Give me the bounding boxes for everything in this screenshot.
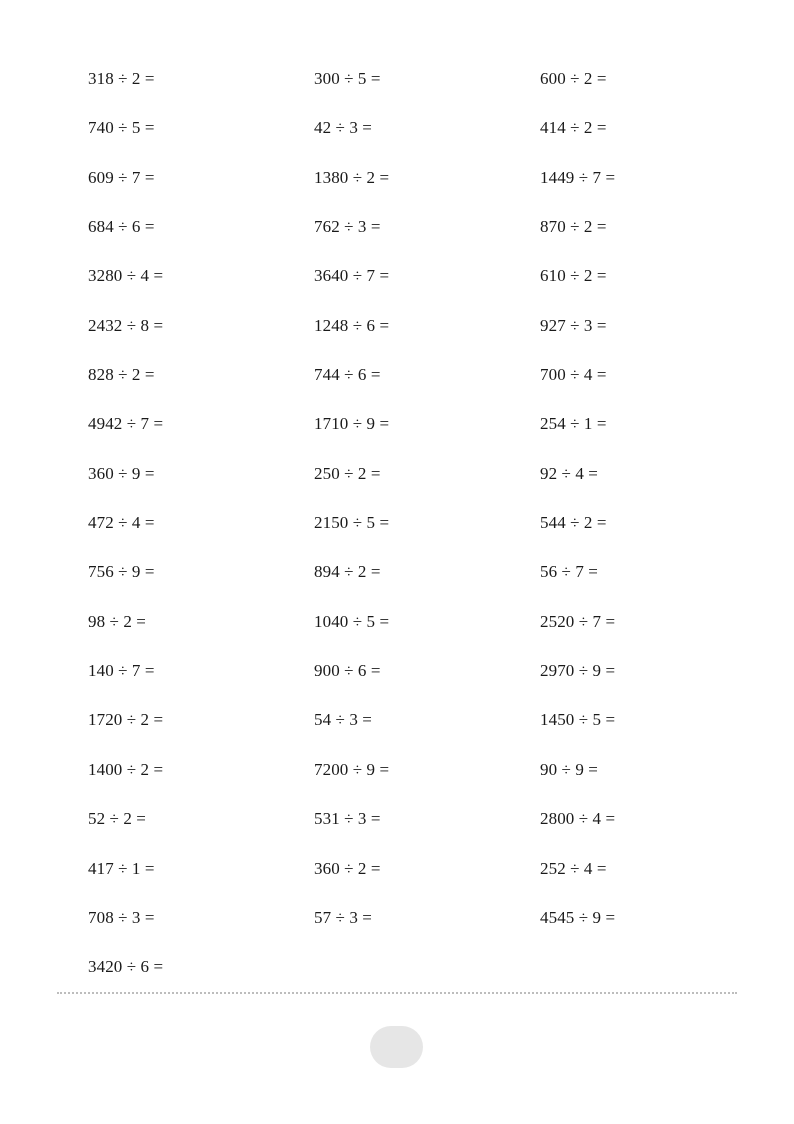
division-problem: 684 ÷ 6 = [88,217,155,237]
division-problem: 300 ÷ 5 = [314,69,381,88]
division-problem: 417 ÷ 1 = [88,858,155,878]
division-problem: 414 ÷ 2 = [540,118,607,138]
division-problem: 360 ÷ 9 = [88,463,155,483]
division-problem: 98 ÷ 2 = [88,611,146,631]
division-problem: 762 ÷ 3 = [314,217,381,237]
division-problem: 3420 ÷ 6 = [88,957,164,977]
division-problem: 894 ÷ 2 = [314,562,381,582]
division-problem: 828 ÷ 2 = [88,365,155,385]
division-problem: 2800 ÷ 4 = [540,809,616,829]
division-problem: 1248 ÷ 6 = [314,315,390,335]
division-problem: 1400 ÷ 2 = [88,759,164,779]
division-problem: 254 ÷ 1 = [540,414,607,434]
division-problem: 250 ÷ 2 = [314,463,381,483]
division-problem: 4545 ÷ 9 = [540,907,616,927]
division-problem: 92 ÷ 4 = [540,463,598,483]
division-problem: 1450 ÷ 5 = [540,710,616,730]
division-problem: 54 ÷ 3 = [314,710,372,730]
division-problem: 1380 ÷ 2 = [314,167,390,187]
division-problem: 1720 ÷ 2 = [88,710,164,730]
division-problem: 52 ÷ 2 = [88,809,146,829]
division-problem: 531 ÷ 3 = [314,809,381,829]
division-problem: 708 ÷ 3 = [88,907,155,927]
division-problem: 1449 ÷ 7 = [540,167,616,187]
dotted-divider [57,992,737,994]
division-problem: 140 ÷ 7 = [88,661,155,681]
division-problem: 2432 ÷ 8 = [88,315,164,335]
division-problem: 360 ÷ 2 = [314,858,381,878]
division-problem: 3640 ÷ 7 = [314,266,390,286]
division-problem: 318 ÷ 2 = [88,69,155,88]
division-problem: 4942 ÷ 7 = [88,414,164,434]
page-number-badge [370,1026,423,1068]
division-problem: 2970 ÷ 9 = [540,661,616,681]
division-problem: 900 ÷ 6 = [314,661,381,681]
division-problem: 7200 ÷ 9 = [314,759,390,779]
division-problem: 472 ÷ 4 = [88,513,155,533]
division-problem: 1040 ÷ 5 = [314,611,390,631]
division-problem: 600 ÷ 2 = [540,69,607,88]
division-problem: 56 ÷ 7 = [540,562,598,582]
division-problem: 2150 ÷ 5 = [314,513,390,533]
problem-grid [88,67,728,1005]
division-problem: 90 ÷ 9 = [540,759,598,779]
division-problem: 57 ÷ 3 = [314,907,372,927]
division-problem: 42 ÷ 3 = [314,118,372,138]
division-problem: 609 ÷ 7 = [88,167,155,187]
division-problem: 544 ÷ 2 = [540,513,607,533]
division-problem: 610 ÷ 2 = [540,266,607,286]
division-problem: 3280 ÷ 4 = [88,266,164,286]
division-problem: 744 ÷ 6 = [314,365,381,385]
division-problem: 1710 ÷ 9 = [314,414,390,434]
division-problem: 252 ÷ 4 = [540,858,607,878]
division-problem: 700 ÷ 4 = [540,365,607,385]
division-problem: 2520 ÷ 7 = [540,611,616,631]
division-problem: 756 ÷ 9 = [88,562,155,582]
division-problem: 870 ÷ 2 = [540,217,607,237]
division-problem: 927 ÷ 3 = [540,315,607,335]
division-problem: 740 ÷ 5 = [88,118,155,138]
